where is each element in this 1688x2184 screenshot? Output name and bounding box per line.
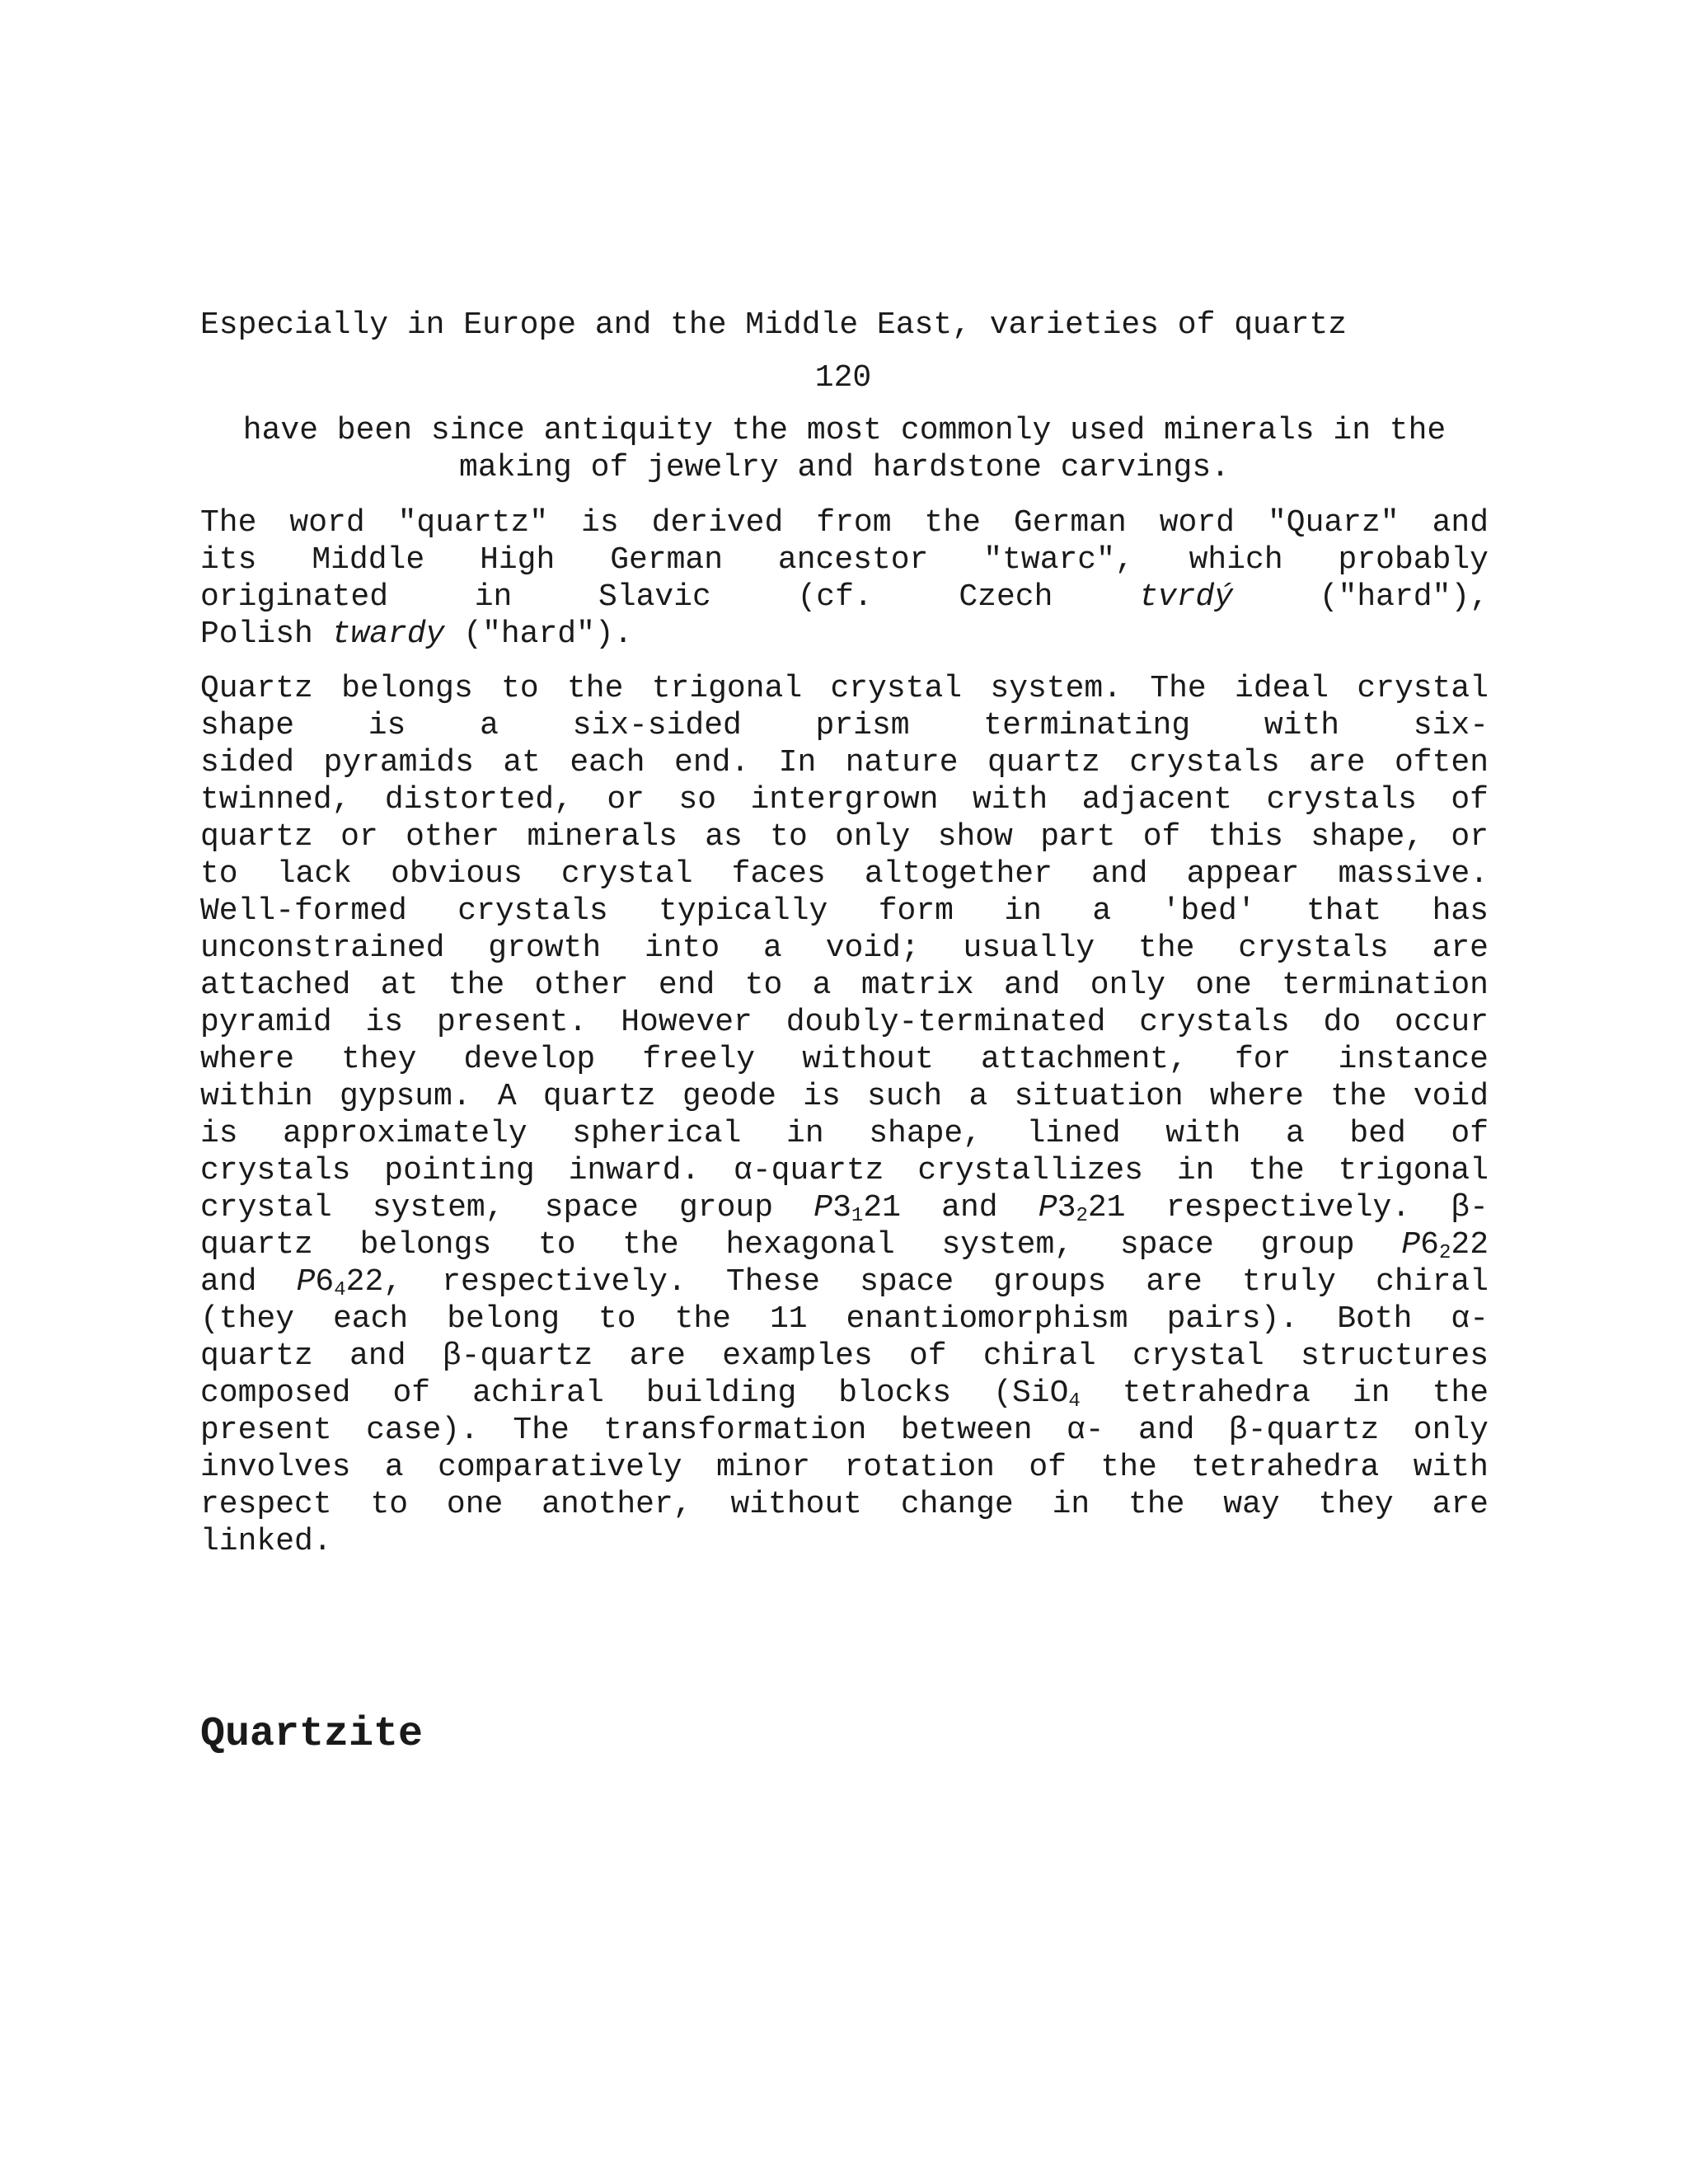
subscript: 2: [1438, 1242, 1451, 1264]
structure-line-8: unconstrained growth into a void; usually the crystals are: [200, 930, 1489, 966]
etymology-text: originated in Slavic (cf. Czech: [200, 579, 1140, 615]
structure-line-2: shape is a six-sided prism terminating with six-: [200, 708, 1489, 743]
structure-line-22: involves a comparatively minor rotation of the tetrahedra with: [200, 1450, 1489, 1485]
etymology-line-3: [200, 579, 1489, 616]
space-group-symbol: P: [814, 1190, 833, 1226]
structure-text: 3: [832, 1190, 851, 1226]
structure-line-12: within gypsum. A quartz geode is such a situation where the void: [200, 1079, 1489, 1114]
etymology-text: Polish: [200, 616, 332, 652]
structure-line-16: [200, 1226, 1489, 1263]
structure-line-18: (they each belong to the 11 enantiomorphism pairs). Both α-: [200, 1301, 1489, 1337]
structure-text: 22, respectively. These space groups are truly chiral: [345, 1264, 1489, 1300]
structure-line-19: quartz and β-quartz are examples of chiral crystal structures: [200, 1338, 1489, 1374]
structure-line-20: [200, 1375, 1489, 1412]
space-group-symbol: P: [1401, 1227, 1421, 1263]
etymology-line-2: its Middle High German ancestor "twarc", which probably: [200, 542, 1489, 578]
structure-text: 6: [1420, 1227, 1439, 1263]
structure-line-17: [200, 1263, 1489, 1301]
structure-line-14: crystals pointing inward. α-quartz crystallizes in the trigonal: [200, 1153, 1489, 1188]
structure-line-4: twinned, distorted, or so intergrown with adjacent crystals of: [200, 782, 1489, 818]
intro-line-1: Especially in Europe and the Middle East, varieties of quartz: [200, 307, 1348, 343]
structure-line-15: [200, 1189, 1489, 1226]
structure-text: quartz belongs to the hexagonal system, space group: [200, 1227, 1402, 1263]
structure-text: 21 respectively. β-: [1087, 1190, 1489, 1226]
subscript: 4: [1068, 1390, 1081, 1413]
structure-line-1: Quartz belongs to the trigonal crystal system. The ideal crystal: [200, 671, 1489, 706]
intro-line-2: have been since antiquity the most commonly used minerals in the: [242, 413, 1447, 448]
czech-word: tvrdý: [1139, 579, 1234, 615]
structure-line-23: respect to one another, without change in the way they are: [200, 1487, 1489, 1522]
structure-text: tetrahedra in the: [1080, 1376, 1489, 1411]
structure-line-11: where they develop freely without attachment, for instance: [200, 1042, 1489, 1077]
structure-text: 3: [1057, 1190, 1076, 1226]
etymology-text: ("hard").: [444, 616, 633, 652]
structure-text: composed of achiral building blocks (SiO: [200, 1376, 1069, 1411]
structure-line-6: to lack obvious crystal faces altogether and appear massive.: [200, 856, 1489, 892]
structure-text: 6: [315, 1264, 335, 1300]
structure-line-13: is approximately spherical in shape, lined with a bed of: [200, 1116, 1489, 1151]
structure-line-24: linked.: [200, 1524, 332, 1559]
etymology-line-4: [200, 616, 1489, 653]
structure-line-9: attached at the other end to a matrix and only one termination: [200, 968, 1489, 1003]
structure-text: 21 and: [863, 1190, 1039, 1226]
structure-line-3: sided pyramids at each end. In nature quartz crystals are often: [200, 745, 1489, 780]
structure-text: 22: [1451, 1227, 1489, 1263]
polish-word: twardy: [331, 616, 445, 652]
structure-text: and: [200, 1264, 297, 1300]
structure-text: crystal system, space group: [200, 1190, 814, 1226]
space-group-symbol: P: [296, 1264, 316, 1300]
structure-line-7: Well-formed crystals typically form in a 'bed' that has: [200, 893, 1489, 929]
structure-line-21: present case). The transformation between α- and β-quartz only: [200, 1413, 1489, 1448]
intro-line-3: making of jewelry and hardstone carvings.: [459, 450, 1230, 485]
page-number: 120: [814, 360, 872, 396]
subscript: 1: [851, 1205, 864, 1227]
structure-line-5: quartz or other minerals as to only show part of this shape, or: [200, 819, 1489, 855]
etymology-line-1: The word "quartz" is derived from the German word "Quarz" and: [200, 505, 1489, 541]
subscript: 2: [1076, 1205, 1088, 1227]
subscript: 4: [334, 1279, 346, 1301]
space-group-symbol: P: [1038, 1190, 1057, 1226]
structure-line-10: pyramid is present. However doubly-terminated crystals do occur: [200, 1005, 1489, 1040]
etymology-text: ("hard"),: [1233, 579, 1489, 615]
section-heading: Quartzite: [200, 1711, 424, 1758]
